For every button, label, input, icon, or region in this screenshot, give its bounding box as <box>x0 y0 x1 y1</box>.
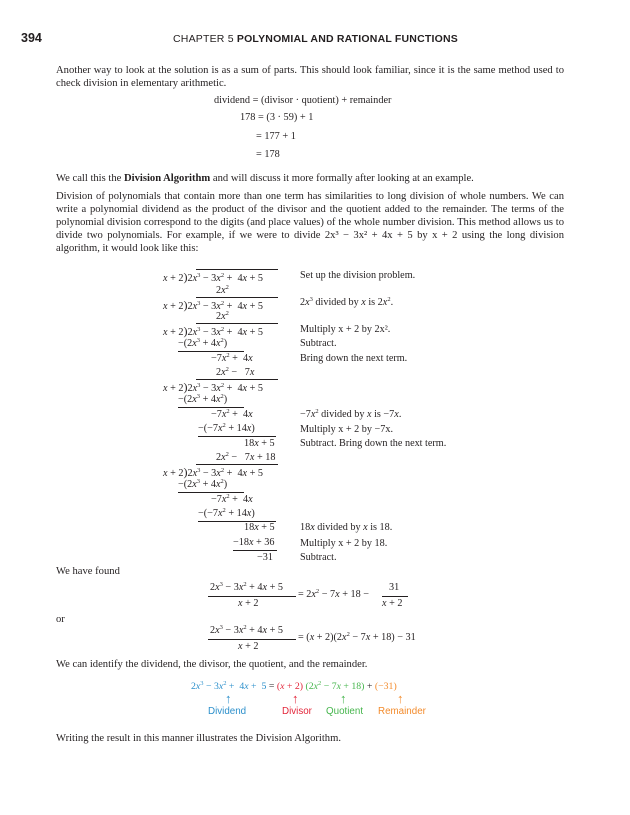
remainder-fraction-denominator: x + 2 <box>382 598 403 609</box>
division-setup-2: $x + 2)2x^3 - 3x^2 + 4x + 5$ <box>163 298 264 312</box>
subtract-line <box>198 436 276 437</box>
division-algorithm-intro: We call this the Division Algorithm and will discuss it more formally after looking at an example. <box>56 173 474 184</box>
page-number: 394 <box>21 31 42 45</box>
remainder-row: 18x + 5 <box>244 522 275 533</box>
note-multiply-1: Multiply x + 2 by 2x². <box>300 324 391 335</box>
fraction-denominator: x + 2 <box>238 598 259 609</box>
quotient-label: Quotient <box>326 706 364 717</box>
fraction-numerator: $2x^3 - 3x^2 + 4x + 5$ <box>210 581 283 593</box>
remainder-row: $-7x^2 + 4x$ <box>211 493 253 505</box>
quotient-arrow-icon: ↑ <box>340 691 347 706</box>
remainder-row: 18x + 5 <box>244 438 275 449</box>
explanation-paragraph: Division of polynomials that contain more than one term has similarities to long division of whole numbers. We can write a polynomial dividend as the product of the divisor and the quotient added to the remainder. The terms of the polynomial division correspond to the digits (and place values) of the whole number division. This method allows us to divide two polynomials. For example, if we were to divide 2x³ − 3x² + 4x + 5 by x + 2 using the long division algorithm, it would look like this: <box>56 191 564 254</box>
subtract-line <box>233 550 277 551</box>
check-line-2: 178 = (3 · 59) + 1 <box>240 112 314 123</box>
subtract-line <box>178 351 244 352</box>
note-bring-down: Bring down the next term. <box>300 353 408 364</box>
remainder-fraction-numerator: 31 <box>389 582 400 593</box>
subtract-line <box>178 407 244 408</box>
note-divide-1: $2x^3$ divided by x is $2x^2$. <box>300 296 394 308</box>
note-multiply-3: Multiply x + 2 by 18. <box>300 538 388 549</box>
or-label: or <box>56 614 65 625</box>
check-line-3: = 177 + 1 <box>256 131 296 142</box>
divisor-label: Divisor <box>282 706 312 717</box>
fraction-bar <box>208 639 296 640</box>
note-subtract-3: Subtract. <box>300 552 337 563</box>
fraction-bar <box>382 596 408 597</box>
division-setup-3: $x + 2)2x^3 - 3x^2 + 4x + 5$ <box>163 324 264 338</box>
subtract-line <box>178 492 244 493</box>
note-subtract-1: Subtract. <box>300 338 337 349</box>
intro-paragraph: Another way to look at the solution is as a sum of parts. This should look familiar, since it is the same method used to check division in elementary arithmetic. <box>56 65 564 89</box>
divisor-expression: (x + 2) <box>276 681 304 692</box>
quotient-step-5: $2x^2 - 7x + 18$ <box>216 451 276 463</box>
chapter-label: CHAPTER 5 <box>173 33 234 45</box>
quotient-step-2: $2x^2$ <box>216 284 229 296</box>
subtract-row: $-(2x^3 + 4x^2)$ <box>178 337 228 349</box>
check-line-4: = 178 <box>256 149 280 160</box>
division-setup-1: $x + 2)2x^3 - 3x^2 + 4x + 5$ <box>163 270 264 284</box>
fraction-bar <box>208 596 296 597</box>
note-setup: Set up the division problem. <box>300 270 416 281</box>
we-have-found: We have found <box>56 566 120 577</box>
result-rhs-2: = $(x + 2)(2x^2 - 7x + 18) - 31$ <box>298 631 416 643</box>
note-divide-3: 18x divided by x is 18. <box>300 522 393 533</box>
subtract-row: $-(-7x^2 + 14x)$ <box>198 507 255 519</box>
colored-equation: $2x^3 - 3x^2 + 4x + 5 = (x + 2) (2x^2 - 7x + 18) + (-31)$ <box>191 680 397 692</box>
fraction-numerator: $2x^3 - 3x^2 + 4x + 5$ <box>210 624 283 636</box>
subtract-row: $-(-7x^2 + 14x)$ <box>198 422 255 434</box>
quotient-expression: $(2x^2 - 7x + 18)$ <box>305 680 365 692</box>
division-bar <box>196 269 278 270</box>
remainder-label: Remainder <box>378 706 426 717</box>
remainder-arrow-icon: ↑ <box>397 691 404 706</box>
closing-paragraph: Writing the result in this manner illustrates the Division Algorithm. <box>56 733 341 744</box>
dividend-arrow-icon: ↑ <box>225 691 232 706</box>
note-divide-2: $-7x^2$ divided by x is −7x. <box>300 408 402 420</box>
identify-paragraph: We can identify the dividend, the divisor, the quotient, and the remainder. <box>56 659 368 670</box>
subtract-row: −18x + 36 <box>233 537 275 548</box>
divisor-arrow-icon: ↑ <box>292 691 299 706</box>
division-setup-4: $x + 2)2x^3 - 3x^2 + 4x + 5$ <box>163 380 264 394</box>
dividend-expression: $2x^3 - 3x^2 + 4x + 5$ <box>191 680 267 692</box>
note-multiply-2: Multiply x + 2 by −7x. <box>300 424 393 435</box>
subtract-row: $-(2x^3 + 4x^2)$ <box>178 478 228 490</box>
remainder-row: $-7x^2 + 4x$ <box>211 352 253 364</box>
remainder-row: $-7x^2 + 4x$ <box>211 408 253 420</box>
remainder-expression: (−31) <box>374 681 397 692</box>
check-line-1: dividend = (divisor · quotient) + remainder <box>214 95 392 106</box>
fraction-denominator: x + 2 <box>238 641 259 652</box>
final-remainder: −31 <box>257 552 273 563</box>
quotient-step-4: $2x^2 - 7x$ <box>216 366 255 378</box>
division-setup-5: $x + 2)2x^3 - 3x^2 + 4x + 5$ <box>163 465 264 479</box>
note-subtract-2: Subtract. Bring down the next term. <box>300 438 447 449</box>
running-header <box>173 33 458 45</box>
result-rhs: = $2x^2 - 7x + 18$ − <box>298 588 369 600</box>
dividend-label: Dividend <box>208 706 247 717</box>
subtract-row: $-(2x^3 + 4x^2)$ <box>178 393 228 405</box>
chapter-title: POLYNOMIAL AND RATIONAL FUNCTIONS <box>236 33 458 45</box>
division-algorithm-term: Division Algorithm <box>124 173 211 184</box>
quotient-step-3: $2x^2$ <box>216 310 229 322</box>
